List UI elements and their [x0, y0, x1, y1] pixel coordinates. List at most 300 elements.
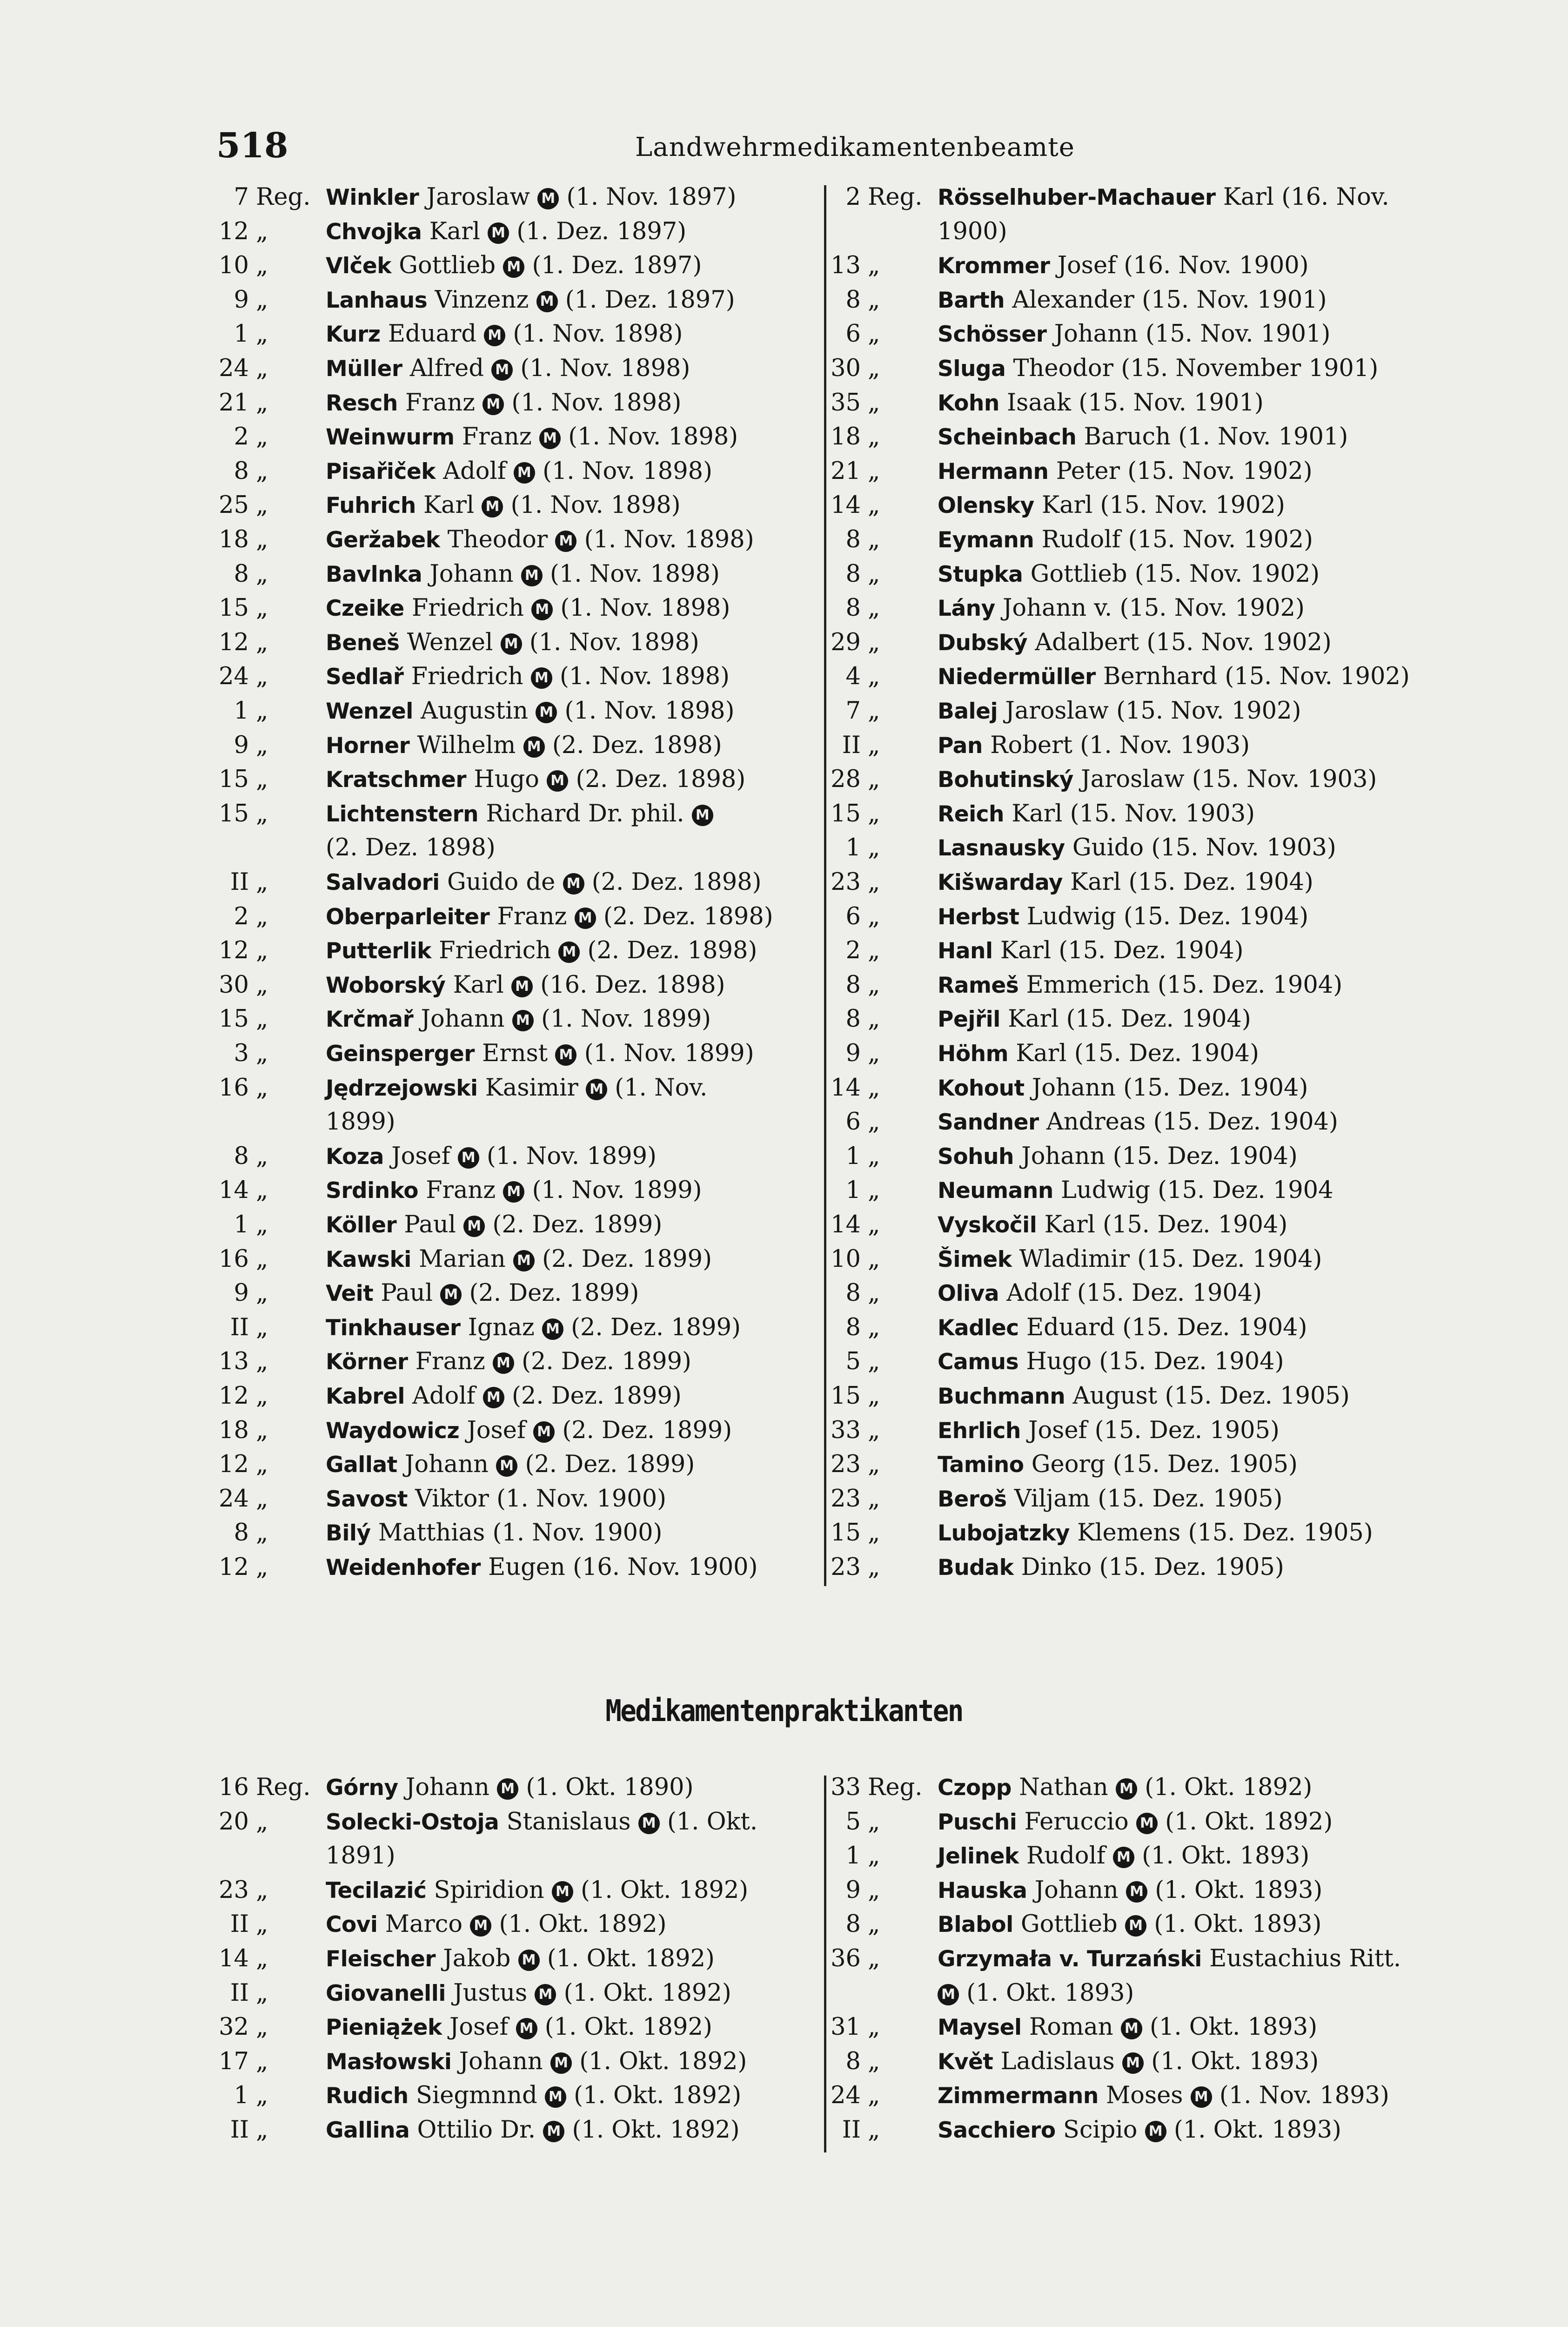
- regiment-abbrev: „: [868, 1416, 880, 1444]
- entry-line: [938, 1384, 1350, 1408]
- entry-surname: Woborský: [326, 972, 446, 998]
- entry-line: [326, 1281, 639, 1305]
- entry-line: [938, 425, 1348, 449]
- regiment-number: 1: [234, 2082, 249, 2110]
- entry-line: [326, 288, 735, 312]
- entry-surname: Gallina: [326, 2118, 410, 2143]
- entry-surname: Bohutinský: [938, 767, 1073, 793]
- regiment-number: 23: [831, 1554, 861, 1581]
- regiment-abbrev: „: [868, 1005, 880, 1033]
- entry-given-name: Isaak: [1007, 389, 1072, 417]
- entry-given-name: Johann: [1034, 1876, 1119, 1904]
- entry-given-name: Bernhard: [1103, 663, 1218, 691]
- entry-given-name: Karl: [1000, 937, 1052, 965]
- m-circle-icon: M: [575, 908, 596, 929]
- regiment-number: 1: [845, 834, 861, 862]
- entry-date: (1. Okt. 1892): [499, 1910, 667, 1938]
- regiment-number: 17: [219, 2047, 249, 2075]
- entry-given-name: Karl: [1016, 1040, 1067, 1067]
- regiment-abbrev: „: [256, 1279, 268, 1307]
- m-circle-icon: M: [484, 325, 505, 346]
- entry-date: (1. Okt. 1892): [581, 1876, 749, 1904]
- entry-line: [938, 1416, 1280, 1444]
- regiment-abbrev: „: [868, 1040, 880, 1067]
- entry-given-name: Adolf: [412, 1382, 476, 1410]
- entry-surname: Oliva: [938, 1281, 999, 1307]
- entry-given-name: Karl: [423, 491, 475, 519]
- entry-given-name: Rudolf: [1026, 1842, 1106, 1870]
- entry-surname: Höhm: [938, 1041, 1009, 1067]
- regiment-number: 25: [219, 491, 249, 519]
- regiment-abbrev: „: [868, 491, 880, 519]
- entry-date: (15. Nov. 1901): [1079, 389, 1264, 417]
- entry-line: [326, 391, 681, 415]
- m-circle-icon: M: [458, 1147, 479, 1169]
- entry-line: [326, 1776, 694, 1800]
- entry-date: (15. November 1901): [1121, 355, 1379, 382]
- entry-given-name: Karl: [429, 217, 480, 245]
- entry-date: (15. Dez. 1904): [1128, 868, 1313, 896]
- regiment-number: II: [842, 731, 861, 759]
- regiment-abbrev: „: [868, 1245, 880, 1273]
- entry-surname: Covi: [326, 1912, 378, 1938]
- regiment-abbrev: „: [868, 1382, 880, 1410]
- entry-surname: Lubojatzky: [938, 1520, 1070, 1547]
- entry-date: (1. Nov. 1899): [487, 1142, 657, 1170]
- regiment-abbrev: „: [868, 457, 880, 485]
- m-circle-icon: M: [1122, 2052, 1144, 2074]
- entry-date: (15. Dez. 1904): [1074, 1040, 1259, 1067]
- entry-date: (15. Dez. 1904): [1123, 1074, 1308, 1102]
- entry-surname: Kohout: [938, 1075, 1025, 1101]
- regiment-abbrev: „: [868, 628, 880, 656]
- entry-line: [938, 766, 1377, 794]
- entry-date: (1. Dez. 1897): [532, 252, 702, 280]
- regiment-abbrev: „: [256, 457, 268, 485]
- regiment-abbrev: „: [256, 1211, 268, 1238]
- entry-line: [326, 1247, 712, 1271]
- entry-date: (15. Nov. 1901): [1142, 286, 1327, 314]
- regiment-abbrev: „: [868, 1108, 880, 1136]
- regiment-number: 23: [219, 1876, 249, 1904]
- regiment-number: 7: [845, 697, 861, 725]
- entry-surname: Neumann: [938, 1178, 1053, 1204]
- m-circle-icon: M: [482, 394, 504, 415]
- regiment-abbrev: „: [256, 286, 268, 314]
- entry-surname: Puschi: [938, 1809, 1017, 1835]
- regiment-number: 15: [831, 800, 861, 827]
- m-circle-icon: M: [493, 1352, 514, 1374]
- entry-given-name: Friedrich: [411, 663, 523, 691]
- entry-given-name: Johann: [459, 2047, 543, 2075]
- entry-continuation: [938, 1981, 1134, 2005]
- entry-line: [326, 2118, 740, 2142]
- entry-date: (15. Dez. 1905): [1094, 1416, 1280, 1444]
- entry-given-name: Siegmnnd: [415, 2082, 537, 2110]
- regiment-number: 15: [219, 800, 249, 827]
- entry-date: (1. Nov. 1898): [513, 320, 683, 348]
- entry-date: (1. Nov. 1898): [584, 526, 754, 553]
- regiment-abbrev: „: [868, 1945, 880, 1972]
- entry-given-name: Johann: [421, 1005, 505, 1033]
- regiment-abbrev: „: [868, 902, 880, 930]
- entry-surname: Šimek: [938, 1246, 1012, 1272]
- entry-surname: Reich: [938, 801, 1004, 827]
- entry-date: (2. Dez. 1899): [542, 1245, 712, 1273]
- entry-given-name: Karl: [1223, 183, 1274, 211]
- regiment-number: 8: [845, 560, 861, 588]
- m-circle-icon: M: [488, 222, 509, 244]
- entry-line: [938, 937, 1244, 965]
- entry-surname: Vyskočil: [938, 1212, 1037, 1238]
- entry-given-name: Johann: [1032, 1074, 1116, 1102]
- entry-line: [326, 733, 722, 758]
- entry-line: [938, 2015, 1317, 2039]
- m-circle-icon: M: [545, 2086, 566, 2108]
- entry-given-name: Josef: [1057, 252, 1117, 280]
- entry-date: (2. Dez. 1898): [603, 902, 773, 930]
- entry-date: (15. Nov. 1903): [1070, 800, 1255, 827]
- entry-surname: Fuhrich: [326, 493, 416, 519]
- entry-surname: Kišwarday: [938, 870, 1063, 895]
- entry-given-name: Karl: [453, 971, 504, 999]
- regiment-abbrev: „: [868, 663, 880, 691]
- entry-date: (15. Dez. 1904): [1103, 1211, 1288, 1238]
- entry-date: (1. Okt. 1892): [572, 2116, 740, 2144]
- regiment-number: 12: [219, 628, 249, 656]
- entry-date: (1. Nov. 1898): [560, 663, 730, 691]
- entry-surname: Zimmermann: [938, 2083, 1099, 2109]
- regiment-abbrev: „: [256, 594, 268, 622]
- entry-surname: Rudich: [326, 2083, 409, 2109]
- regiment-abbrev: Reg.: [256, 183, 311, 211]
- regiment-number: 15: [219, 1005, 249, 1033]
- entry-given-name: Jaroslaw: [1081, 766, 1185, 794]
- entry-date: (16. Nov.: [1281, 183, 1389, 211]
- entry-line: [938, 1912, 1321, 1937]
- entry-surname: Czopp: [938, 1775, 1012, 1801]
- entry-date: (1. Dez. 1897): [516, 217, 687, 245]
- entry-given-name: Franz: [405, 389, 475, 417]
- entry-date: (1. Nov. 1898): [543, 457, 713, 485]
- entry-date: (2. Dez. 1899): [525, 1451, 695, 1479]
- entry-given-name: Jakob: [443, 1945, 511, 1972]
- regiment-number: 12: [219, 1382, 249, 1410]
- entry-date: (15. Dez. 1905): [1112, 1451, 1298, 1479]
- regiment-number: 33: [831, 1774, 861, 1801]
- entry-given-name: Gottlieb: [399, 252, 496, 280]
- entry-line: [326, 217, 687, 245]
- entry-given-name: Karl: [1070, 868, 1121, 896]
- regiment-number: 5: [845, 1808, 861, 1836]
- m-circle-icon: M: [547, 770, 568, 792]
- regiment-abbrev: „: [868, 2013, 880, 2041]
- regiment-abbrev: „: [256, 1910, 268, 1938]
- regiment-number: 14: [831, 1074, 861, 1102]
- regiment-abbrev: „: [256, 1005, 268, 1033]
- regiment-abbrev: „: [256, 937, 268, 965]
- m-circle-icon: M: [516, 2018, 537, 2039]
- regiment-abbrev: „: [256, 526, 268, 553]
- regiment-abbrev: „: [256, 1040, 268, 1067]
- entry-date: (15. Nov. 1902): [1116, 697, 1301, 725]
- entry-line: [326, 665, 730, 689]
- regiment-number: 16: [219, 1774, 249, 1801]
- entry-given-name: Ludwig: [1061, 1177, 1150, 1204]
- m-circle-icon: M: [1191, 2086, 1212, 2108]
- regiment-number: 28: [831, 766, 861, 794]
- regiment-number: 14: [831, 1211, 861, 1238]
- regiment-number: 9: [845, 1040, 861, 1067]
- m-circle-icon: M: [563, 873, 584, 894]
- entry-surname: Niedermüller: [938, 664, 1096, 690]
- entry-given-name: Josef: [467, 1416, 526, 1444]
- entry-surname: Dubský: [938, 630, 1027, 656]
- regiment-number: 20: [219, 1808, 249, 1836]
- entry-surname: Grzymała v. Turzański: [938, 1946, 1202, 1972]
- regiment-number: 18: [219, 526, 249, 553]
- regiment-abbrev: „: [868, 389, 880, 417]
- entry-date: (1. Okt. 1892): [563, 1979, 731, 2007]
- regiment-number: 1: [845, 1177, 861, 1204]
- entry-line: [938, 870, 1313, 894]
- regiment-number: II: [230, 1313, 249, 1341]
- m-circle-icon: M: [552, 1881, 573, 1903]
- entry-line: [326, 1878, 748, 1903]
- entry-line: [326, 1555, 758, 1579]
- regiment-abbrev: „: [868, 731, 880, 759]
- entry-given-name: Kasimir: [485, 1074, 578, 1102]
- entry-date: (1. Okt. 1892): [1165, 1808, 1333, 1836]
- m-circle-icon: M: [638, 1813, 660, 1834]
- m-circle-icon: M: [550, 2052, 572, 2074]
- entry-given-name: Georg: [1031, 1451, 1106, 1479]
- regiment-abbrev: „: [868, 320, 880, 348]
- regiment-number: 15: [831, 1382, 861, 1410]
- regiment-abbrev: „: [256, 902, 268, 930]
- entry-line: [326, 1042, 754, 1066]
- entry-date: (15. Dez. 1904): [1059, 937, 1244, 965]
- m-circle-icon: M: [518, 1950, 540, 1971]
- entry-given-name: Spiridion: [434, 1876, 544, 1904]
- entry-line: [326, 185, 736, 209]
- regiment-number: 8: [234, 457, 249, 485]
- entry-date: (2. Dez. 1898): [587, 937, 757, 965]
- entry-given-name: Marco: [385, 1910, 463, 1938]
- regiment-abbrev: „: [868, 1876, 880, 1904]
- regiment-number: 7: [234, 183, 249, 211]
- entry-line: [938, 1076, 1308, 1100]
- entry-line: [938, 596, 1305, 620]
- m-circle-icon: M: [535, 1984, 556, 2005]
- regiment-number: 35: [831, 389, 861, 417]
- entry-date: (15. Dez. 1905): [1188, 1519, 1373, 1547]
- entry-date: (15. Nov. 1902): [1119, 594, 1305, 622]
- regiment-abbrev: „: [868, 1142, 880, 1170]
- m-circle-icon: M: [523, 736, 545, 758]
- m-circle-icon: M: [1116, 1778, 1137, 1800]
- regiment-number: 23: [831, 1451, 861, 1479]
- m-circle-icon: M: [558, 942, 580, 963]
- entry-date: (16. Nov. 1900): [573, 1554, 758, 1581]
- entry-surname: Stupka: [938, 561, 1023, 587]
- entry-continuation: [326, 1844, 395, 1868]
- entry-surname: Solecki-Ostoja: [326, 1809, 499, 1835]
- entry-surname: Sedlař: [326, 664, 404, 690]
- m-circle-icon: M: [521, 565, 543, 586]
- entry-surname: Beneš: [326, 630, 400, 656]
- entry-line: [938, 528, 1313, 551]
- entry-surname: Srdinko: [326, 1178, 419, 1204]
- entry-surname: Geržabek: [326, 527, 440, 553]
- regiment-number: 9: [234, 1279, 249, 1307]
- entry-given-name: Adalbert: [1035, 628, 1139, 656]
- page-header: [216, 126, 1445, 177]
- entry-given-name: Wenzel: [407, 628, 493, 656]
- regiment-number: 8: [845, 971, 861, 999]
- entry-given-name: Augustin: [421, 697, 529, 725]
- entry-surname: Waydowicz: [326, 1418, 460, 1444]
- entry-line: [938, 973, 1342, 997]
- entry-surname: Krommer: [938, 253, 1050, 279]
- entry-date: (15. Dez. 1904): [1066, 1005, 1251, 1033]
- entry-date: (1. Nov. 1898): [560, 594, 730, 622]
- regiment-number: 15: [219, 766, 249, 794]
- regiment-number: 10: [831, 1245, 861, 1273]
- entry-line: [938, 1947, 1401, 1971]
- entry-given-name: Paul: [381, 1279, 433, 1307]
- entry-surname: Lichtenstern: [326, 801, 479, 827]
- entry-given-name: Feruccio: [1024, 1808, 1129, 1836]
- entry-date: (1. Nov. 1901): [1178, 423, 1348, 451]
- entry-surname: Krčmař: [326, 1007, 414, 1033]
- regiment-abbrev: „: [256, 2013, 268, 2041]
- entry-continuation: [326, 1110, 395, 1134]
- entry-given-name: Dinko: [1021, 1554, 1092, 1581]
- entry-surname: Jędrzejowski: [326, 1075, 478, 1101]
- entry-given-name: Theodor: [1013, 355, 1113, 382]
- entry-line: [938, 1451, 1298, 1479]
- entry-given-name: Klemens: [1077, 1519, 1181, 1547]
- m-circle-icon: M: [531, 667, 552, 689]
- regiment-abbrev: „: [868, 2082, 880, 2110]
- entry-surname: Górny: [326, 1775, 398, 1801]
- entry-given-name: Emmerich: [1026, 971, 1150, 999]
- entry-given-name: Justus: [453, 1979, 528, 2007]
- entry-line: [326, 870, 762, 894]
- entry-date: (1. Okt.: [667, 1808, 758, 1836]
- entry-surname: Scheinbach: [938, 424, 1077, 451]
- regiment-abbrev: „: [256, 663, 268, 691]
- regiment-abbrev: „: [868, 594, 880, 622]
- entry-surname: Köller: [326, 1212, 397, 1238]
- entry-line: [938, 391, 1264, 415]
- entry-given-name: Franz: [426, 1177, 496, 1204]
- entry-date: (1. Okt. 1893): [1150, 2013, 1318, 2041]
- entry-date: (1. Okt. 1893): [1154, 1910, 1322, 1938]
- regiment-number: II: [230, 1910, 249, 1938]
- entry-date: (2. Dez. 1899): [571, 1313, 741, 1341]
- regiment-number: 30: [831, 355, 861, 382]
- entry-surname: Fleischer: [326, 1946, 436, 1972]
- entry-date: (15. Dez. 1904): [1077, 1279, 1262, 1307]
- regiment-number: 1: [845, 1142, 861, 1170]
- entry-line: [938, 1110, 1338, 1134]
- regiment-number: 5: [845, 1348, 861, 1376]
- entry-line: [326, 322, 683, 346]
- regiment-number: 6: [845, 902, 861, 930]
- regiment-number: 3: [234, 1040, 249, 1067]
- m-circle-icon: M: [1113, 1847, 1134, 1868]
- regiment-abbrev: „: [256, 217, 268, 245]
- entry-line: [938, 2047, 1319, 2075]
- regiment-number: 18: [219, 1416, 249, 1444]
- entry-surname: Kadlec: [938, 1315, 1019, 1341]
- entry-given-name: Ernst: [482, 1040, 548, 1067]
- entry-surname: Jelinek: [938, 1843, 1019, 1870]
- column-divider: [824, 185, 826, 1586]
- regiment-abbrev: „: [256, 800, 268, 827]
- entry-date: (2. Dez. 1899): [522, 1348, 691, 1376]
- regiment-number: 8: [845, 2047, 861, 2075]
- entry-date: (1. Nov. 1898): [511, 389, 682, 417]
- entry-surname: Hanl: [938, 938, 993, 964]
- entry-line: [938, 1776, 1312, 1800]
- entry-given-name: Paul: [404, 1211, 456, 1238]
- m-circle-icon: M: [497, 1778, 518, 1800]
- m-circle-icon: M: [536, 291, 558, 312]
- entry-line: [326, 939, 757, 963]
- entry-date: (1. Okt. 1893): [1173, 2116, 1341, 2144]
- entry-date: (15. Dez. 1904): [1137, 1245, 1322, 1273]
- entry-surname: Körner: [326, 1349, 408, 1375]
- regiment-abbrev: „: [256, 1876, 268, 1904]
- regiment-abbrev: Reg.: [868, 183, 923, 211]
- regiment-abbrev: „: [256, 1451, 268, 1479]
- regiment-number: 24: [219, 355, 249, 382]
- entry-surname: Savost: [326, 1486, 408, 1512]
- entry-line: [326, 902, 773, 930]
- entry-date: (2. Dez. 1898): [326, 834, 496, 862]
- entry-given-name: Franz: [415, 1348, 485, 1376]
- regiment-abbrev: „: [256, 355, 268, 382]
- entry-line: [326, 254, 702, 278]
- regiment-number: 15: [219, 594, 249, 622]
- entry-line: [938, 836, 1336, 860]
- m-circle-icon: M: [543, 2121, 564, 2142]
- entry-surname: Camus: [938, 1349, 1019, 1375]
- entry-surname: Sluga: [938, 356, 1006, 382]
- entry-line: [326, 1144, 657, 1169]
- entry-line: [326, 1007, 711, 1031]
- entry-surname: Wenzel: [326, 699, 413, 724]
- entry-given-name: Eduard: [1026, 1313, 1115, 1341]
- regiment-abbrev: „: [256, 1519, 268, 1547]
- regiment-abbrev: „: [868, 1313, 880, 1341]
- entry-surname: Chvojka: [326, 219, 422, 245]
- entry-given-name: Gottlieb: [1020, 1910, 1118, 1938]
- regiment-abbrev: „: [256, 1416, 268, 1444]
- regiment-abbrev: „: [868, 526, 880, 553]
- regiment-number: 30: [219, 971, 249, 999]
- entry-given-name: Johann v.: [1002, 594, 1112, 622]
- column-divider: [824, 1776, 826, 2152]
- regiment-abbrev: „: [868, 1910, 880, 1938]
- entry-given-name: Ignaz: [468, 1313, 535, 1341]
- entry-surname: Schösser: [938, 322, 1047, 348]
- entry-given-name: Johann: [405, 1774, 489, 1801]
- page-number: 518: [216, 126, 288, 166]
